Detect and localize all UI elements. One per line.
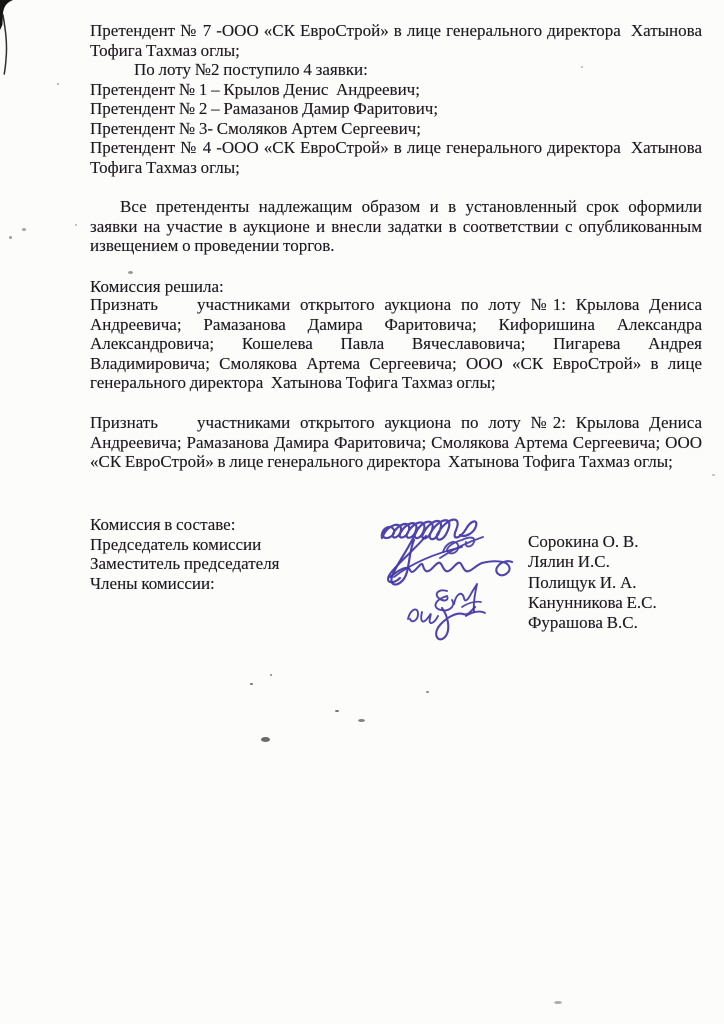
scan-speck bbox=[712, 474, 715, 476]
scan-speck bbox=[270, 674, 272, 676]
text-line: Фурашова В.С. bbox=[528, 613, 638, 633]
scan-speck bbox=[581, 66, 583, 68]
scan-speck bbox=[128, 271, 133, 274]
decision-lot2-paragraph bbox=[90, 413, 702, 472]
text-line: Члены комиссии: bbox=[90, 573, 215, 593]
text-line: Претендент № 1 – Крылов Денис Андреевич; bbox=[90, 79, 420, 99]
scan-speck bbox=[554, 1001, 562, 1004]
scan-speck bbox=[22, 228, 26, 231]
scan-speck bbox=[261, 737, 270, 742]
decision-lot1-paragraph bbox=[90, 295, 702, 393]
scan-speck bbox=[250, 683, 253, 685]
text-line: извещением о проведении торгов. bbox=[90, 236, 335, 255]
text-line: генерального директора Хатынова Тофига Тахмаз оглы; bbox=[90, 373, 496, 392]
text-line: Комиссия в составе: bbox=[90, 515, 236, 534]
signature-lyalin bbox=[440, 537, 483, 558]
text-line: Андреевича; Рамазанова Дамира Фаритовича; Кифоришина Александра bbox=[90, 314, 702, 334]
text-line: Председатель комиссии bbox=[90, 534, 262, 554]
text-line: Лялин И.С. bbox=[528, 552, 610, 572]
text-line: Претендент № 7 -ООО «СК ЕвроСтрой» в лице генерального директора Хатынова bbox=[90, 21, 702, 40]
text-line: Андреевича; Рамазанова Дамира Фаритовича; Смолякова Артема Сергеевича; ООО bbox=[90, 432, 702, 452]
text-line: По лоту №2 поступило 4 заявки: bbox=[134, 60, 368, 79]
scan-corner-artifact bbox=[0, 0, 26, 80]
scan-speck bbox=[75, 224, 77, 226]
committee-roles bbox=[90, 515, 410, 593]
scan-speck bbox=[57, 83, 59, 85]
scan-speck bbox=[9, 236, 12, 239]
text-line: Александровича; Кошелева Павла Вячеславовича; Пигарева Андрея bbox=[90, 334, 702, 353]
text-line: Тофига Тахмаз оглы; bbox=[90, 40, 240, 60]
intro-paragraph bbox=[90, 21, 702, 177]
text-line: Признать участниками открытого аукциона по лоту №2: Крылова Дениса bbox=[90, 413, 702, 432]
text-line: заявки на участие в аукционе и внесли задатки в соответствии с опубликованным bbox=[90, 216, 702, 236]
text-line: Канунникова Е.С. bbox=[528, 592, 657, 612]
scan-speck bbox=[358, 719, 365, 722]
signature-kanunnikova bbox=[435, 584, 481, 612]
text-line: Признать участниками открытого аукциона по лоту №1: Крылова Дениса bbox=[90, 295, 702, 314]
decision-heading: Комиссия решила: bbox=[90, 277, 224, 296]
scan-speck bbox=[335, 710, 339, 712]
text-line: Претендент № 2 – Рамазанов Дамир Фаритович; bbox=[90, 99, 439, 118]
text-line: Полищук И. А. bbox=[528, 572, 637, 592]
statement-paragraph bbox=[90, 197, 702, 256]
text-line: Тофига Тахмаз оглы; bbox=[90, 157, 240, 177]
text-line: Заместитель председателя bbox=[90, 554, 280, 573]
text-line: «СК ЕвроСтрой» в лице генерального директора Хатынова Тофига Тахмаз оглы; bbox=[90, 452, 673, 471]
text-line: Все претенденты надлежащим образом и в установленный срок оформили bbox=[120, 197, 702, 216]
text-line: Претендент № 3- Смоляков Артем Сергеевич; bbox=[90, 118, 421, 138]
committee-members bbox=[528, 532, 718, 633]
scan-speck bbox=[426, 691, 429, 693]
text-line: Сорокина О. В. bbox=[528, 532, 639, 551]
signature-furashova bbox=[408, 607, 485, 639]
text-line: Владимировича; Смолякова Артема Сергеевича; ООО «СК ЕвроСтрой» в лице bbox=[90, 353, 702, 373]
text-line: Претендент № 4 -ООО «СК ЕвроСтрой» в лице генерального директора Хатынова bbox=[90, 138, 702, 157]
